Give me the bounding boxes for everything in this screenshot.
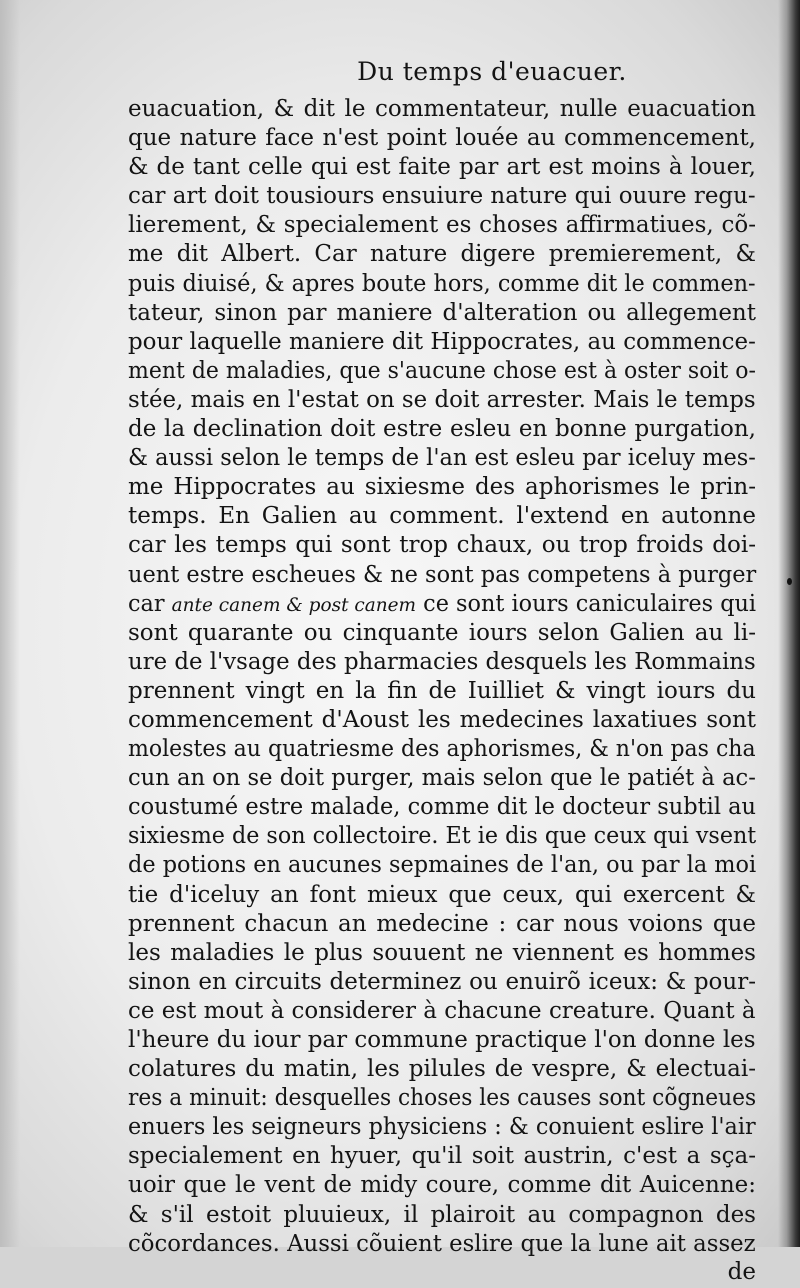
- page-edge-shadow: [0, 0, 20, 1247]
- text-line: que nature face n'est point louée au commencement,: [128, 125, 756, 152]
- text-line: lierement, & specialement es choses affirmatiues, cõ-: [128, 212, 756, 239]
- text-line: cun an on se doit purger, mais selon que le patiét à ac-: [128, 765, 756, 792]
- text-line: prennent vingt en la fin de Iuilliet & vingt iours du: [128, 677, 756, 704]
- text-line: sixiesme de son collectoire. Et ie dis que ceux qui vsent: [128, 823, 757, 850]
- text-line: & de tant celle qui est faite par art est moins à louer,: [128, 154, 756, 181]
- text-line: sont quarante ou cinquante iours selon Galien au li-: [128, 619, 756, 646]
- text-line: car ante canem & post canem ce sont iours caniculaires qui: [128, 590, 757, 617]
- text-line: les maladies le plus souuent ne viennent es hommes: [128, 939, 756, 966]
- text-line: stée, mais en l'estat on se doit arrester. Mais le temps: [128, 386, 756, 413]
- text-line: tie d'iceluy an font mieux que ceux, qui exercent &: [128, 881, 756, 908]
- text-line: euacuation, & dit le commentateur, nulle euacuation: [128, 96, 756, 122]
- text-line: uoir que le vent de midy coure, comme dit Auicenne:: [128, 1172, 756, 1199]
- text-line: de la declination doit estre esleu en bonne purgation,: [128, 416, 756, 443]
- text-line: me Hippocrates au sixiesme des aphorismes le prin-: [128, 474, 756, 501]
- text-line: tateur, sinon par maniere d'alteration ou allegement: [128, 299, 756, 326]
- text-line: res a minuit: desquelles choses les causes sont cõgneues: [128, 1085, 757, 1112]
- text-line: puis diuisé, & apres boute hors, comme dit le commen-: [128, 270, 756, 297]
- body-text: [128, 95, 756, 1259]
- text-line: pour laquelle maniere dit Hippocrates, au commence-: [128, 328, 756, 355]
- text-line: me dit Albert. Car nature digere premierement, &: [128, 241, 756, 268]
- text-line: uent estre escheues & ne sont pas competens à purger: [128, 561, 757, 588]
- ink-spot: [787, 578, 792, 585]
- text-line: l'heure du iour par commune practique l'on donne les: [128, 1027, 756, 1053]
- text-line: temps. En Galien au comment. l'extend en autonne: [128, 503, 756, 530]
- latin-phrase: ante canem & post canem: [171, 593, 417, 616]
- text-line: ure de l'vsage des pharmacies desquels les Rommains: [128, 648, 756, 675]
- text-line: car les temps qui sont trop chaux, ou trop froids doi-: [128, 532, 756, 559]
- text-line: & s'il estoit pluuieux, il plairoit au compagnon des: [128, 1201, 756, 1228]
- catchword: de: [727, 1258, 756, 1285]
- text-line: & aussi selon le temps de l'an est esleu par iceluy mes-: [128, 445, 756, 472]
- text-line: de potions en aucunes sepmaines de l'an, ou par la moi: [128, 852, 757, 879]
- text-line: prennent chacun an medecine : car nous voions que: [128, 910, 756, 937]
- binding-gutter: [778, 0, 800, 1247]
- text-line: ce est mout à considerer à chacune creature. Quant à: [128, 997, 756, 1024]
- text-line: cõcordances. Aussi cõuient eslire que la lune ait assez: [128, 1230, 756, 1257]
- text-line: car art doit tousiours ensuiure nature qui ouure regu-: [128, 183, 756, 210]
- text-line: specialement en hyuer, qu'il soit austrin, c'est a sça-: [128, 1143, 756, 1170]
- text-line: molestes au quatriesme des aphorismes, & n'on pas cha: [128, 736, 756, 763]
- printed-page: [128, 55, 756, 1288]
- text-line: commencement d'Aoust les medecines laxatiues sont: [128, 706, 756, 733]
- text-line: coustumé estre malade, comme dit le docteur subtil au: [128, 794, 757, 821]
- text-line: colatures du matin, les pilules de vespre, & electuai-: [128, 1056, 756, 1083]
- text-line: enuers les seigneurs physiciens : & conuient eslire l'air: [128, 1114, 756, 1141]
- running-head: Du temps d'euacuer.: [357, 57, 627, 86]
- text-line: ment de maladies, que s'aucune chose est à oster soit o-: [128, 357, 756, 384]
- text-line: sinon en circuits determinez ou enuirõ iceux: & pour-: [128, 968, 756, 995]
